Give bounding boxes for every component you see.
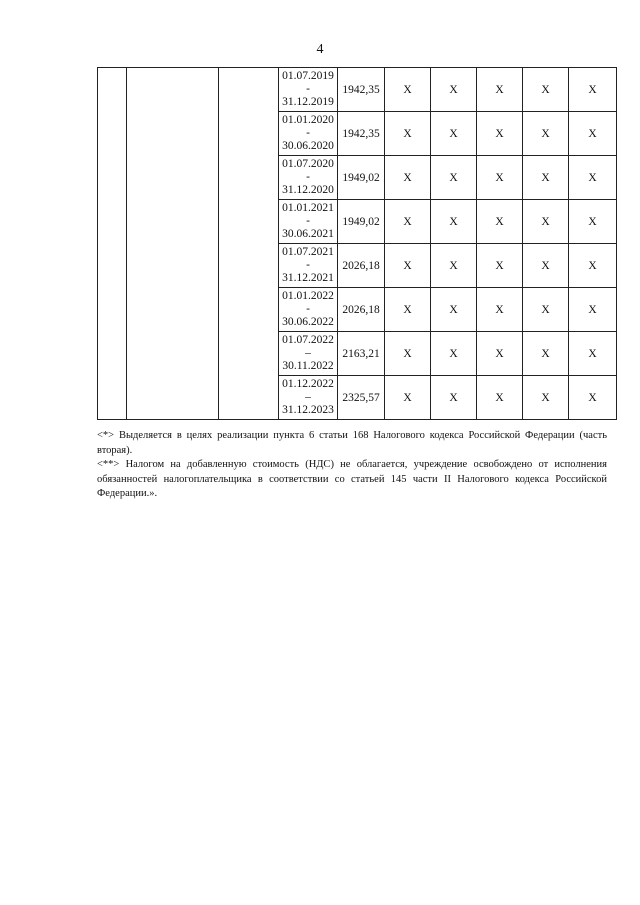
mark-cell: X xyxy=(431,68,477,112)
mark-cell: X xyxy=(569,68,617,112)
tariff-value: 1942,35 xyxy=(338,68,385,112)
period-cell xyxy=(279,200,338,244)
period-separator: - xyxy=(306,215,310,227)
period-cell xyxy=(279,68,338,112)
period-cell xyxy=(279,112,338,156)
page-number: 4 xyxy=(316,42,324,57)
mark-cell: X xyxy=(523,332,569,376)
period-from: 01.07.2021 xyxy=(282,246,334,258)
period-cell xyxy=(279,156,338,200)
period-from: 01.01.2021 xyxy=(282,202,334,214)
mark-cell: X xyxy=(523,112,569,156)
table-body xyxy=(98,68,617,420)
period-separator: – xyxy=(305,347,311,359)
tariff-value: 2163,21 xyxy=(338,332,385,376)
period-separator: – xyxy=(305,391,311,403)
mark-cell: X xyxy=(523,376,569,420)
period-cell xyxy=(279,288,338,332)
mark-cell: X xyxy=(385,156,431,200)
footnote-vat-exemption: <**> Налогом на добавленную стоимость (НДС) не облагается, учреждение освобождено от исполнения обязанностей налогоплательщика в соответствии со статьей 145 части II Налогового кодекса Российской Федерации.». xyxy=(97,459,607,499)
period-from: 01.07.2019 xyxy=(282,70,334,82)
tariff-value: 1949,02 xyxy=(338,200,385,244)
period-cell xyxy=(279,244,338,288)
period-to: 31.12.2020 xyxy=(282,184,334,196)
table-row xyxy=(98,68,617,112)
mark-cell: X xyxy=(477,68,523,112)
mark-cell: X xyxy=(569,376,617,420)
mark-cell: X xyxy=(569,244,617,288)
tariff-value: 2026,18 xyxy=(338,288,385,332)
mark-cell: X xyxy=(431,332,477,376)
mark-cell: X xyxy=(477,288,523,332)
mark-cell: X xyxy=(523,200,569,244)
mark-cell: X xyxy=(569,112,617,156)
mark-cell: X xyxy=(523,68,569,112)
period-from: 01.01.2022 xyxy=(282,290,334,302)
period-from: 01.01.2020 xyxy=(282,114,334,126)
period-to: 30.11.2022 xyxy=(282,360,334,372)
tariff-table xyxy=(97,67,617,420)
mark-cell: X xyxy=(477,200,523,244)
footnote-vat-allocation: <*> Выделяется в целях реализации пункта 6 статьи 168 Налогового кодекса Российской Федерации (часть вторая). xyxy=(97,430,607,456)
period-separator: - xyxy=(306,303,310,315)
mark-cell: X xyxy=(477,244,523,288)
mark-cell: X xyxy=(477,156,523,200)
mark-cell: X xyxy=(569,332,617,376)
mark-cell: X xyxy=(431,112,477,156)
empty-cell-col1 xyxy=(98,68,127,420)
tariff-value: 2026,18 xyxy=(338,244,385,288)
mark-cell: X xyxy=(385,200,431,244)
tariff-value: 2325,57 xyxy=(338,376,385,420)
period-from: 01.07.2022 xyxy=(282,334,334,346)
period-cell xyxy=(279,376,338,420)
mark-cell: X xyxy=(569,200,617,244)
period-to: 31.12.2019 xyxy=(282,96,334,108)
empty-cell-col2 xyxy=(127,68,219,420)
period-to: 31.12.2021 xyxy=(282,272,334,284)
period-to: 30.06.2022 xyxy=(282,316,334,328)
period-separator: - xyxy=(306,259,310,271)
mark-cell: X xyxy=(385,244,431,288)
mark-cell: X xyxy=(431,244,477,288)
period-from: 01.07.2020 xyxy=(282,158,334,170)
mark-cell: X xyxy=(431,200,477,244)
mark-cell: X xyxy=(431,376,477,420)
mark-cell: X xyxy=(523,288,569,332)
mark-cell: X xyxy=(569,288,617,332)
mark-cell: X xyxy=(385,288,431,332)
period-separator: - xyxy=(306,127,310,139)
period-to: 30.06.2021 xyxy=(282,228,334,240)
footnotes xyxy=(97,429,607,502)
empty-cell-col3 xyxy=(219,68,279,420)
mark-cell: X xyxy=(477,112,523,156)
period-separator: - xyxy=(306,83,310,95)
tariff-value: 1942,35 xyxy=(338,112,385,156)
mark-cell: X xyxy=(385,332,431,376)
mark-cell: X xyxy=(569,156,617,200)
mark-cell: X xyxy=(477,376,523,420)
period-from: 01.12.2022 xyxy=(282,378,334,390)
mark-cell: X xyxy=(385,68,431,112)
mark-cell: X xyxy=(523,244,569,288)
mark-cell: X xyxy=(431,156,477,200)
tariff-value: 1949,02 xyxy=(338,156,385,200)
mark-cell: X xyxy=(477,332,523,376)
mark-cell: X xyxy=(431,288,477,332)
mark-cell: X xyxy=(385,112,431,156)
mark-cell: X xyxy=(523,156,569,200)
period-to: 30.06.2020 xyxy=(282,140,334,152)
period-to: 31.12.2023 xyxy=(282,404,334,416)
period-cell xyxy=(279,332,338,376)
period-separator: - xyxy=(306,171,310,183)
mark-cell: X xyxy=(385,376,431,420)
